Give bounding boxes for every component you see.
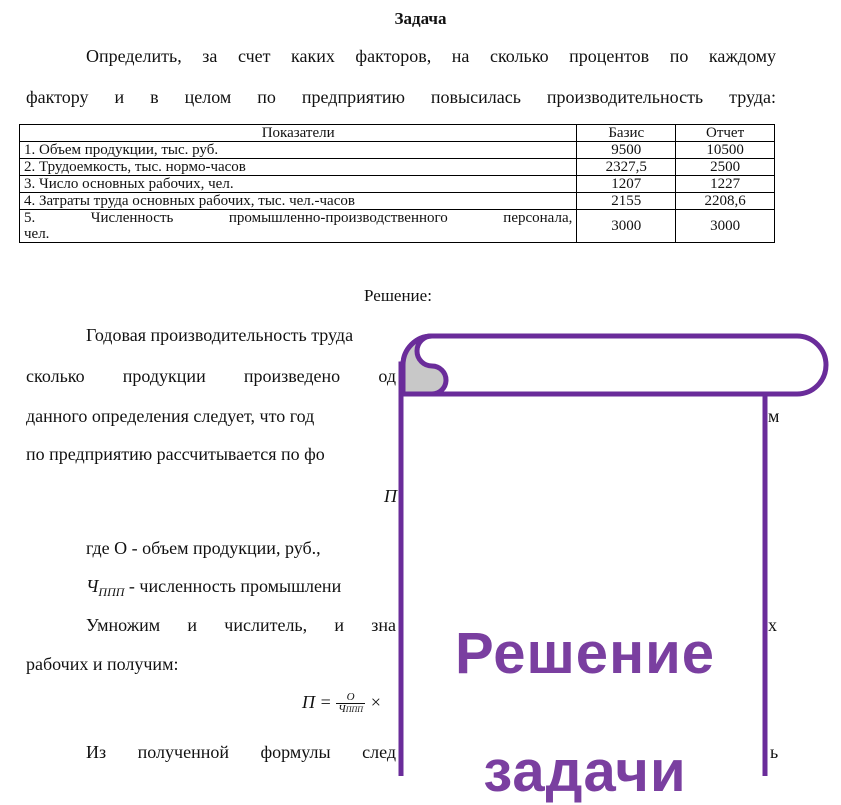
row-label: 4. Затраты труда основных рабочих, тыс. чел.-часов: [20, 193, 577, 210]
column-header-base: Базис: [577, 125, 676, 142]
row-base-value: 1207: [577, 176, 676, 193]
task-text-line-2: фактору и в целом по предприятию повысилась производительность труда:: [26, 87, 776, 107]
formula-productivity: П: [384, 486, 397, 506]
denominator-symbol: Ч: [338, 703, 346, 716]
column-header-indicators: Показатели: [20, 125, 577, 142]
row-base-value: 2155: [577, 193, 676, 210]
where-volume-text: где О - объем продукции, руб.,: [86, 538, 321, 558]
row-base-value: 3000: [577, 210, 676, 243]
row-label: 1. Объем продукции, тыс. руб.: [20, 142, 577, 159]
row-label: 2. Трудоемкость, тыс. нормо-часов: [20, 159, 577, 176]
multiply-line-1-tail: х: [768, 615, 777, 635]
banner-title-line-2: задачи: [483, 739, 687, 804]
solution-line-4: по предприятию рассчитывается по фо: [26, 444, 325, 464]
column-header-report: Отчет: [676, 125, 775, 142]
solution-line-3-tail: м: [768, 406, 780, 426]
scroll-top-roll: [403, 336, 826, 394]
task-heading: Задача: [394, 9, 447, 28]
banner-title-line-1: Решение: [454, 621, 716, 686]
multiply-line-1: Умножим и числитель, и зна: [86, 615, 396, 635]
row-label-line-2: чел.: [24, 226, 50, 242]
row-report-value: 3000: [676, 210, 775, 243]
solution-line-2: сколько продукции произведено од: [26, 366, 396, 386]
solution-line-1: Годовая производительность труда: [86, 325, 354, 345]
formula-lhs: П =: [302, 692, 332, 712]
row-label: 3. Число основных рабочих, чел.: [20, 176, 577, 193]
row-base-value: 2327,5: [577, 159, 676, 176]
row-report-value: 10500: [676, 142, 775, 159]
row-label-line-1: 5. Численность промышленно-производственного персонала,: [24, 210, 573, 226]
solution-heading: Решение:: [364, 286, 432, 305]
denominator-subscript: ППП: [345, 705, 364, 715]
formula-times: ×: [369, 692, 382, 712]
staff-symbol-subscript: ППП: [98, 585, 125, 599]
conclusion-line-tail: ь: [770, 742, 779, 762]
task-text-line-1: Определить, за счет каких факторов, на сколько процентов по каждому: [86, 46, 776, 66]
row-report-value: 2500: [676, 159, 775, 176]
row-report-value: 1227: [676, 176, 775, 193]
where-staff-text: - численность промышлени: [124, 576, 342, 596]
scroll-paper: [401, 364, 765, 776]
multiply-line-2: рабочих и получим:: [26, 654, 179, 674]
conclusion-line: Из полученной формулы след: [86, 742, 396, 762]
row-base-value: 9500: [577, 142, 676, 159]
fraction-numerator: О: [336, 692, 365, 704]
staff-symbol: Ч: [86, 576, 99, 596]
row-report-value: 2208,6: [676, 193, 775, 210]
solution-line-3: данного определения следует, что год: [26, 406, 315, 426]
